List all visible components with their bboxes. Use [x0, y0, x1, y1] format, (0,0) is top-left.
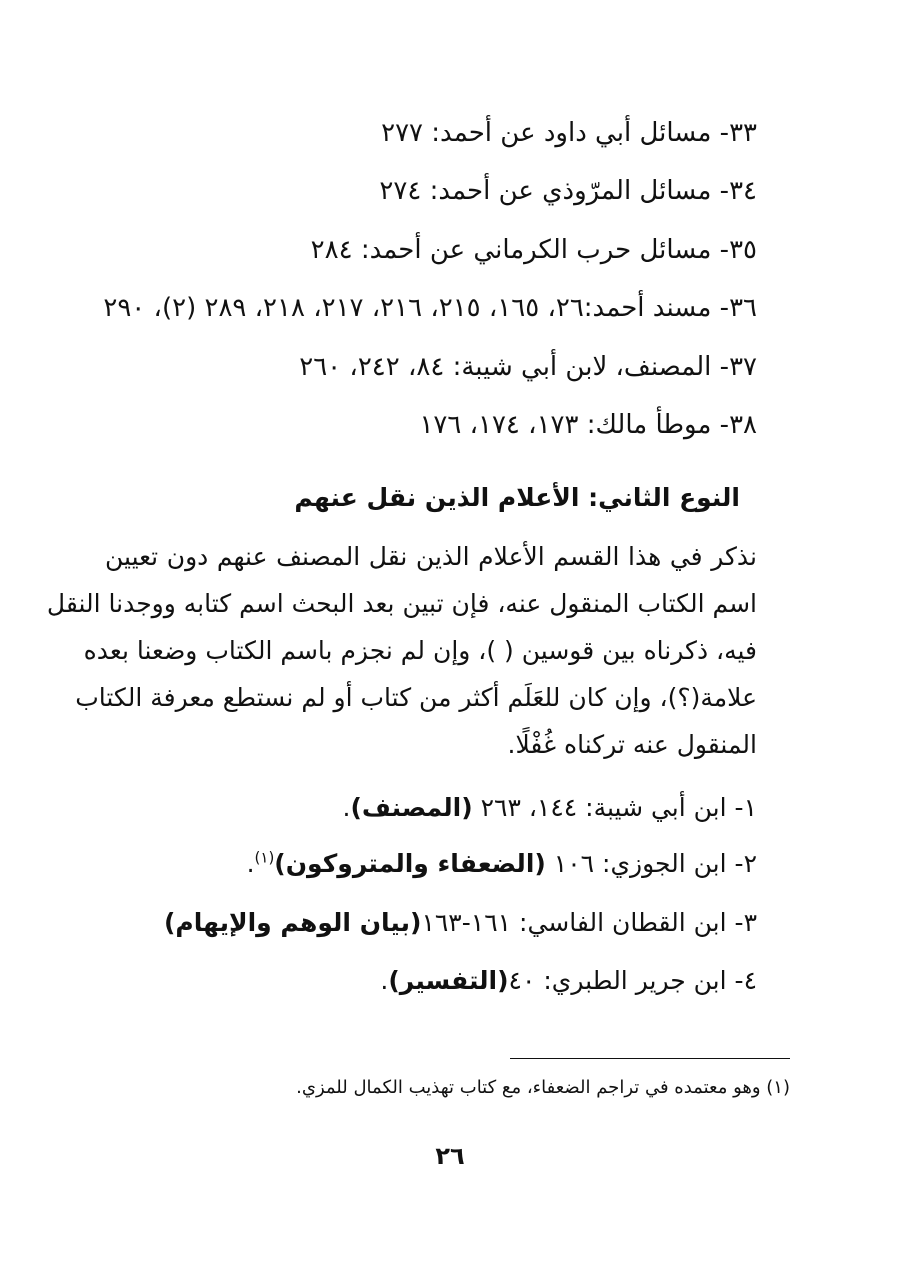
- intro-paragraph: [46, 533, 757, 768]
- book-title: (المصنف): [350, 793, 473, 822]
- source-item-37: ٣٧- المصنف، لابن أبي شيبة: ٨٤، ٢٤٢، ٢٦٠: [299, 352, 757, 382]
- source-item-33: ٣٣- مسائل أبي داود عن أحمد: ٢٧٧: [381, 118, 757, 148]
- footnote-marker: (١): [254, 848, 275, 867]
- source-item-38: ٣٨- موطأ مالك: ١٧٣، ١٧٤، ١٧٦: [419, 410, 757, 440]
- source-item-36: ٣٦- مسند أحمد:٢٦، ١٦٥، ٢١٥، ٢١٦، ٢١٧، ٢١٨، ٢٨٩ (٢)، ٢٩٠: [103, 293, 757, 323]
- scholar-item-3: [164, 903, 757, 943]
- scholar-entry: ٣- ابن القطان الفاسي: ١٦١-١٦٣: [421, 908, 757, 937]
- entry-end: .: [342, 793, 351, 822]
- paragraph-line: نذكر في هذا القسم الأعلام الذين نقل المصنف عنهم دون تعيين: [105, 542, 757, 571]
- book-title: (بيان الوهم والإيهام): [163, 908, 422, 937]
- footnote-divider: [510, 1058, 790, 1059]
- source-item-35: ٣٥- مسائل حرب الكرماني عن أحمد: ٢٨٤: [310, 235, 757, 265]
- scholar-item-2: [247, 844, 757, 884]
- footnote: (١) وهو معتمده في تراجم الضعفاء، مع كتاب تهذيب الكمال للمزي.: [296, 1077, 790, 1098]
- scholar-item-1: [343, 788, 758, 828]
- scholar-entry: ٤- ابن جرير الطبري: ٤٠: [508, 966, 757, 995]
- scholar-item-4: [380, 961, 757, 1001]
- section-heading: النوع الثاني: الأعلام الذين نقل عنهم: [294, 483, 740, 512]
- scholar-entry: ١- ابن أبي شيبة: ١٤٤، ٢٦٣: [472, 793, 757, 822]
- page-number: ٢٦: [435, 1142, 465, 1170]
- scholar-entry: ٢- ابن الجوزي: ١٠٦: [545, 849, 757, 878]
- paragraph-line: اسم الكتاب المنقول عنه، فإن تبين بعد البحث اسم كتابه ووجدنا النقل: [46, 589, 757, 618]
- paragraph-line: فيه، ذكرناه بين قوسين ( )، وإن لم نجزم باسم الكتاب وضعنا بعده: [83, 636, 757, 665]
- book-title: (الضعفاء والمتروكون): [274, 849, 546, 878]
- entry-end: .: [246, 849, 255, 878]
- entry-end: .: [380, 966, 389, 995]
- source-item-34: ٣٤- مسائل المرّوذي عن أحمد: ٢٧٤: [379, 176, 757, 206]
- paragraph-line: علامة(؟)، وإن كان للعَلَم أكثر من كتاب أو لم نستطع معرفة الكتاب: [75, 683, 757, 712]
- book-title: (التفسير): [388, 966, 509, 995]
- paragraph-line: المنقول عنه تركناه غُفْلًا.: [507, 730, 757, 759]
